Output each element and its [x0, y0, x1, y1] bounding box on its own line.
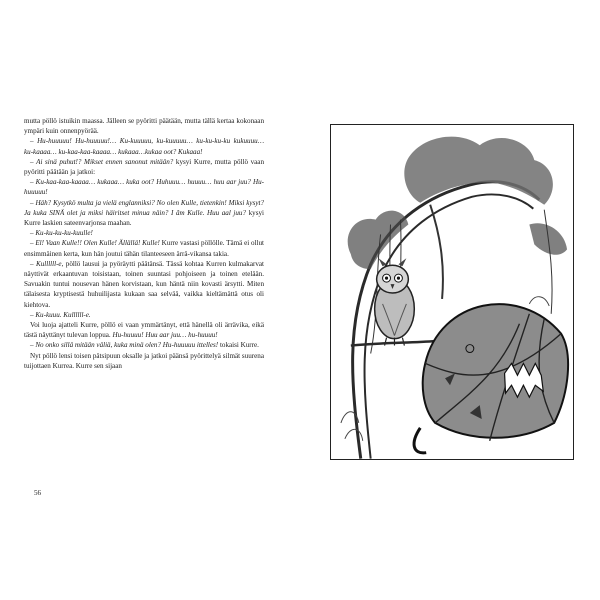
page-number: 56: [34, 489, 42, 497]
illustration-drawing: [331, 125, 573, 459]
text-run: –: [30, 341, 36, 350]
italic-text: Hu-huuuuu! Hu-huuuuu!… Ku-kuuuuu, ku-kuuuuu… ku-ku-ku-ku kukuuuu… ku-kaaaa… ku-kaa-kaa-kaaaa… kukaaa…kukaa oot? Kukaaa!: [24, 137, 264, 156]
body-text: [24, 116, 264, 371]
owl-illustration: [330, 124, 574, 460]
text-run: –: [30, 310, 36, 319]
left-page: [24, 116, 264, 506]
text-run: Voi luoja ajatteli Kurre, pöllö ei vaan ymmärtänyt, että hänellä oli ärrävika, eikä tästä näyttänyt tulevan loppua.: [24, 321, 264, 340]
paragraph: [24, 259, 264, 310]
italic-text: Ku-ku-ku-ku-kuulle!: [35, 229, 93, 238]
italic-text: Ku-kaa-kaa-kaaaa… kukaaa… kuka oot? Huhuuu… huuuu… huu aar juu? Hu-huuuuu!: [24, 178, 265, 197]
italic-text: No onko sillä mitään väliä, kuka minä olen? Hu-huuuuu ittelles!: [35, 341, 219, 350]
text-run: Kurre vastasi pöllölle. Tämä ei ollut ensimmäinen kerta, kun hän joutui tähän tilanteeseen ärrä-vikansa takia.: [24, 239, 264, 258]
italic-text: Häh? Kysytkö multa ja vielä englanniksi? No olen Kulle, tietenkin! Miksi kysyt? Ja kuka SINÄ olet ja miksi häiritset minua näin? I âm Kulle. Huu aal juu?: [24, 198, 264, 217]
text-run: kysyi Kurre laskien sateenvarjonsa maahan.: [24, 208, 264, 228]
paragraph: [24, 116, 264, 136]
text-run: –: [30, 137, 38, 146]
paragraph: [24, 351, 264, 371]
paragraph: [24, 310, 264, 320]
text-run: tokaisi Kurre.: [218, 341, 259, 350]
text-run: –: [30, 239, 36, 248]
text-run: mutta pöllö istuikin maassa. Jälleen se pyöritti päätään, mutta tällä kertaa kokonaan ympäri kuin onnenpyörää.: [24, 117, 264, 136]
text-run: –: [30, 229, 36, 238]
paragraph: [24, 198, 264, 229]
text-run: –: [30, 198, 36, 207]
italic-text: Ai sinä puhut!? Mikset ennen sanonut mitään?: [36, 157, 174, 166]
italic-text: El! Vaan Kulle!! Olen Kulle! Ällällä! Kulle!: [35, 239, 160, 248]
text-run: –: [30, 157, 37, 166]
paragraph: [24, 157, 264, 177]
text-run: Nyt pöllö lensi toisen pätsipuun oksalle ja jatkoi päänsä pyörittelyä silmät suurena tuijottaen Kurrea. Kurre sen sijaan: [24, 351, 264, 370]
text-run: –: [30, 259, 36, 268]
paragraph: [24, 136, 264, 156]
italic-text: Ku-kuuu. Kullllll-e.: [35, 310, 91, 319]
paragraph: [24, 228, 264, 238]
paragraph: [24, 320, 264, 340]
text-run: pöllö lausui ja pyöräytti päätänsä. Tässä kohtaa Kurren kulmakarvat näyttivät erkaantuvan toisistaan, toinen suuntasi pohjoiseen ja toinen etelään. Savuakin tuntui nousevan hänen korvistaan, kun häntä niin kovasti ärsytti. Miten tälaisesta kryptisestä huhuilijasta kukaan saa selvää, vaikka kieltämättä otus oli kiehtova.: [24, 259, 264, 309]
text-run: –: [30, 178, 36, 187]
italic-text: Hu-huuuu! Huu aar juu… hu-huuuu!: [112, 331, 218, 340]
paragraph: [24, 238, 264, 258]
paragraph: [24, 340, 264, 350]
paragraph: [24, 177, 264, 197]
text-run: kysyi Kurre, mutta pöllö vaan pyöritti päätään ja jatkoi:: [24, 157, 265, 177]
italic-text: Kullllll-e,: [35, 259, 64, 268]
